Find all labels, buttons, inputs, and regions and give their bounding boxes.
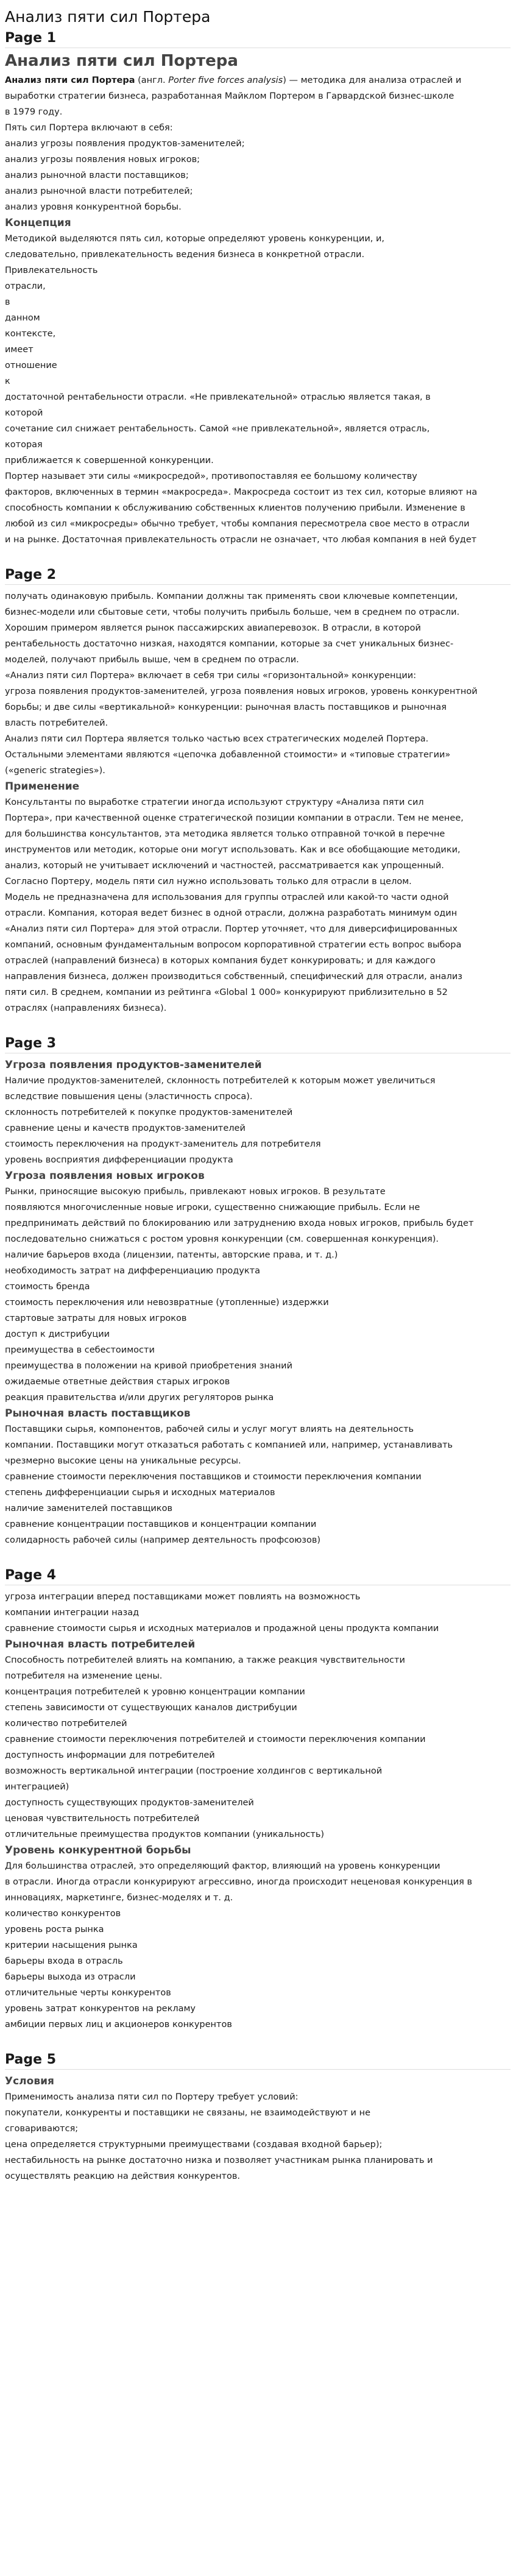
text-line: предпринимать действий по блокированию или затруднению входа новых игроков, прибыль будет	[5, 1219, 474, 1228]
page-gap	[5, 1548, 511, 1566]
text-line: Поставщики сырья, компонентов, рабочей силы и услуг могут влиять на деятельность	[5, 1424, 414, 1434]
text-line: инструментов или методик, которые они могут использовать. Как и все обобщающие методики,	[5, 845, 461, 855]
text-line: «Анализ пяти сил Портера» для этой отрасли. Портер уточняет, что для диверсифицированных	[5, 924, 458, 934]
page-label: Page 4	[5, 1568, 57, 1583]
page	[5, 1566, 511, 2033]
text-line: получать одинаковую прибыль. Компании должны так применять свои ключевые компетенции,	[5, 592, 458, 601]
text-line: стоимость переключения на продукт-заменитель для потребителя	[5, 1139, 321, 1149]
text-line: отличительные черты конкурентов	[5, 1988, 171, 1998]
text-line: способность компании к обслуживанию собственных клиентов получению прибыли. Изменение в	[5, 503, 465, 513]
text-line: инновациях, маркетинге, бизнес-моделях и т. д.	[5, 1893, 233, 1903]
text-line: власть потребителей.	[5, 718, 108, 728]
page-lines	[5, 88, 511, 548]
text-line: которая	[5, 440, 43, 450]
text-line: доступ к дистрибуции	[5, 1329, 110, 1339]
text-line: Рынки, приносящие высокую прибыль, привлекают новых игроков. В результате	[5, 1187, 386, 1197]
text-line: амбиции первых лиц и акционеров конкурентов	[5, 2020, 232, 2029]
text-line: доступность информации для потребителей	[5, 1750, 215, 1760]
section-heading: Условия	[5, 2075, 54, 2087]
text-line: уровень роста рынка	[5, 1925, 104, 1934]
text-line: в отрасли. Иногда отрасли конкурируют агрессивно, иногда происходит неценовая конкуренция в	[5, 1877, 473, 1887]
text-line: концентрация потребителей к уровню концентрации компании	[5, 1687, 305, 1697]
page-lines	[5, 1589, 511, 2033]
page-lines	[5, 1057, 511, 1548]
text-line: сравнение стоимости сырья и исходных материалов и продажной цены продукта компании	[5, 1624, 439, 1633]
text-line: угроза интеграции вперед поставщиками может повлиять на возможность	[5, 1592, 361, 1602]
page-label: Page 3	[5, 1036, 57, 1051]
text-line: отраслях (направлениях бизнеса).	[5, 1003, 167, 1013]
text-line: анализ уровня конкурентной борьбы.	[5, 202, 182, 212]
intro-post: ) — методика для анализа отраслей и	[283, 76, 462, 85]
text-line: Согласно Портеру, модель пяти сил нужно использовать только для отрасли в целом.	[5, 877, 412, 886]
text-line: сравнение стоимости переключения потребителей и стоимости переключения компании	[5, 1735, 426, 1744]
page-label: Page 1	[5, 30, 57, 46]
page	[5, 566, 511, 1016]
text-line: отрасли,	[5, 281, 46, 291]
page	[5, 29, 511, 548]
text-line: Наличие продуктов-заменителей, склонность потребителей к которым может увеличиться	[5, 1076, 436, 1086]
text-line: «Анализ пяти сил Портера» включает в себя три силы «горизонтальной» конкуренции:	[5, 671, 417, 681]
page	[5, 1035, 511, 1548]
text-line: анализ рыночной власти потребителей;	[5, 186, 193, 196]
text-line: анализ угрозы появления новых игроков;	[5, 155, 200, 165]
text-line: степень дифференциации сырья и исходных материалов	[5, 1488, 275, 1498]
text-line: угроза появления продуктов-заменителей, угроза появления новых игроков, уровень конкурентной	[5, 687, 478, 696]
text-line: уровень затрат конкурентов на рекламу	[5, 2004, 196, 2014]
text-line: сочетание сил снижает рентабельность. Самой «не привлекательной», является отрасль,	[5, 424, 430, 434]
text-line: осуществлять реакцию на действия конкурентов.	[5, 2171, 241, 2181]
text-line: компаний, основным фундаментальным вопросом корпоративной стратегии есть вопрос выбора	[5, 940, 462, 950]
text-line: в 1979 году.	[5, 107, 63, 117]
text-line: стоимость переключения или невозвратные (утопленные) издержки	[5, 1298, 329, 1307]
text-line: покупатели, конкуренты и поставщики не связаны, не взаимодействуют и не	[5, 2108, 370, 2118]
page-divider	[5, 584, 511, 585]
text-line: к	[5, 377, 10, 386]
text-line: барьеры выхода из отрасли	[5, 1972, 136, 1982]
text-line: необходимость затрат на дифференциацию продукта	[5, 1266, 260, 1276]
text-line: анализ рыночной власти поставщиков;	[5, 171, 189, 180]
text-line: направления бизнеса, должен производиться собственный, специфический для отрасли, анализ	[5, 972, 462, 982]
text-line: сравнение стоимости переключения поставщиков и стоимости переключения компании	[5, 1472, 422, 1482]
text-line: реакция правительства и/или других регуляторов рынка	[5, 1393, 274, 1403]
text-line: стартовые затраты для новых игроков	[5, 1314, 187, 1323]
text-line: склонность потребителей к покупке продуктов-заменителей	[5, 1108, 293, 1117]
text-line: («generic strategies»).	[5, 766, 105, 776]
text-line: отличительные преимущества продуктов компании (уникальность)	[5, 1830, 325, 1839]
text-line: количество потребителей	[5, 1719, 127, 1729]
text-line: Привлекательность	[5, 266, 98, 275]
page-divider	[5, 2069, 511, 2070]
text-line: ценовая чувствительность потребителей	[5, 1814, 200, 1824]
intro-term: Анализ пяти сил Портера	[5, 76, 135, 85]
page-label: Page 2	[5, 567, 57, 582]
page	[5, 2051, 511, 2184]
text-line: наличие заменителей поставщиков	[5, 1504, 172, 1513]
document	[5, 0, 511, 2184]
text-line: стоимость бренда	[5, 1282, 90, 1292]
text-line: степень зависимости от существующих каналов дистрибуции	[5, 1703, 297, 1713]
section-heading: Уровень конкурентной борьбы	[5, 1844, 191, 1856]
text-line: анализ, который не учитывает исключений и частностей, рассматривается как упрощенный.	[5, 861, 444, 871]
section-heading: Рыночная власть поставщиков	[5, 1407, 191, 1420]
text-line: выработки стратегии бизнеса, разработанная Майклом Портером в Гарвардской бизнес-школе	[5, 91, 454, 101]
text-line: которой	[5, 408, 43, 418]
text-line: борьбы; и две силы «вертикальной» конкуренции: рыночная власть поставщиков и рыночная	[5, 702, 447, 712]
text-line: компании. Поставщики могут отказаться работать с компанией или, например, устанавливать	[5, 1440, 453, 1450]
text-line: солидарность рабочей силы (например деятельность профсоюзов)	[5, 1535, 321, 1545]
text-line: приближается к совершенной конкуренции.	[5, 456, 214, 465]
text-line: Консультанты по выработке стратегии иногда используют структуру «Анализа пяти сил	[5, 798, 424, 807]
page-gap	[5, 1016, 511, 1035]
section-heading: Концепция	[5, 217, 71, 229]
text-line: последовательно снижаться с ростом уровня конкуренции (см. совершенная конкуренция).	[5, 1234, 439, 1244]
article-title: Анализ пяти сил Портера	[5, 52, 238, 70]
intro-line	[5, 73, 511, 88]
text-line: Портер называет эти силы «микросредой», противопоставляя ее большому количеству	[5, 472, 417, 481]
text-line: отношение	[5, 361, 57, 370]
text-line: пяти сил. В среднем, компании из рейтинга «Global 1 000» конкурируют приблизительно в 52	[5, 988, 448, 997]
page-gap	[5, 548, 511, 566]
text-line: наличие барьеров входа (лицензии, патенты, авторские права, и т. д.)	[5, 1250, 338, 1260]
page-lines	[5, 2073, 511, 2184]
text-line: сравнение цены и качеств продуктов-заменителей	[5, 1123, 246, 1133]
page-lines	[5, 589, 511, 1016]
text-line: интеграцией)	[5, 1782, 69, 1792]
text-line: преимущества в себестоимости	[5, 1345, 155, 1355]
text-line: Остальными элементами являются «цепочка добавленной стоимости» и «типовые стратегии»	[5, 750, 451, 760]
text-line: компании интеграции назад	[5, 1608, 140, 1618]
intro-pre: (англ.	[135, 76, 169, 85]
text-line: моделей, получают прибыль выше, чем в среднем по отрасли.	[5, 655, 299, 665]
text-line: нестабильность на рынке достаточно низка и позволяет участникам рынка планировать и	[5, 2156, 433, 2165]
text-line: критерии насыщения рынка	[5, 1941, 138, 1950]
document-title: Анализ пяти сил Портера	[5, 8, 211, 26]
text-line: Способность потребителей влиять на компанию, а также реакция чувствительности	[5, 1655, 405, 1665]
text-line: достаточной рентабельности отрасли. «Не привлекательной» отраслью является такая, в	[5, 392, 431, 402]
text-line: количество конкурентов	[5, 1909, 121, 1919]
page-label: Page 5	[5, 2052, 57, 2067]
text-line: Хорошим примером является рынок пассажирских авиаперевозок. В отрасли, в которой	[5, 623, 421, 633]
text-line: Анализ пяти сил Портера является только частью всех стратегических моделей Портера.	[5, 734, 429, 744]
section-heading: Угроза появления новых игроков	[5, 1170, 205, 1182]
text-line: для большинства консультантов, эта методика является только отправной точкой в перечне	[5, 829, 445, 839]
text-line: уровень восприятия дифференциации продукта	[5, 1155, 233, 1165]
text-line: появляются многочисленные новые игроки, существенно снижающие прибыль. Если не	[5, 1203, 420, 1212]
text-line: имеет	[5, 345, 34, 355]
text-line: отрасли. Компания, которая ведет бизнес в одной отрасли, должна разработать минимум один	[5, 908, 458, 918]
text-line: барьеры входа в отрасль	[5, 1956, 123, 1966]
text-line: любой из сил «микросреды» обычно требует, чтобы компания пересмотрела свое место в отрасли	[5, 519, 470, 529]
text-line: контексте,	[5, 329, 56, 339]
text-line: цена определяется структурными преимуществами (создавая входной барьер);	[5, 2140, 383, 2150]
text-line: рентабельность достаточно низкая, находятся компании, которые за счет уникальных бизнес-	[5, 639, 454, 649]
text-line: и на рынке. Достаточная привлекательность отрасли не означает, что любая компания в ней будет	[5, 535, 477, 545]
text-line: следовательно, привлекательность ведения бизнеса в конкретной отрасли.	[5, 250, 365, 260]
text-line: Методикой выделяются пять сил, которые определяют уровень конкуренции, и,	[5, 234, 385, 244]
text-line: потребителя на изменение цены.	[5, 1671, 163, 1681]
text-line: возможность вертикальной интеграции (построение холдингов с вертикальной	[5, 1766, 383, 1776]
text-line: анализ угрозы появления продуктов-заменителей;	[5, 139, 245, 149]
text-line: сговариваются;	[5, 2124, 79, 2134]
text-line: бизнес-модели или сбытовые сети, чтобы получить прибыль больше, чем в среднем по отрасли.	[5, 607, 460, 617]
text-line: Пять сил Портера включают в себя:	[5, 123, 173, 133]
text-line: чрезмерно высокие цены на уникальные ресурсы.	[5, 1456, 241, 1466]
intro-english: Porter five forces analysis	[168, 76, 283, 85]
text-line: Применимость анализа пяти сил по Портеру требует условий:	[5, 2092, 299, 2102]
text-line: в	[5, 297, 10, 307]
section-heading: Рыночная власть потребителей	[5, 1638, 196, 1651]
text-line: Портера», при качественной оценке стратегической позиции компании в отрасли. Тем не менее,	[5, 813, 464, 823]
text-line: ожидаемые ответные действия старых игроков	[5, 1377, 230, 1387]
text-line: Модель не предназначена для использования для группы отраслей или какой-то части одной	[5, 893, 449, 902]
section-heading: Угроза появления продуктов-заменителей	[5, 1059, 262, 1071]
text-line: данном	[5, 313, 40, 323]
page-gap	[5, 2033, 511, 2051]
text-line: факторов, включенных в термин «макросреда». Макросреда состоит из тех сил, которые влияют на	[5, 487, 478, 497]
text-line: вследствие повышения цены (эластичность спроса).	[5, 1092, 253, 1102]
section-heading: Применение	[5, 780, 80, 793]
text-line: доступность существующих продуктов-заменителей	[5, 1798, 254, 1808]
text-line: сравнение концентрации поставщиков и концентрации компании	[5, 1520, 317, 1529]
text-line: отраслей (направлений бизнеса) в которых компания будет конкурировать; и для каждого	[5, 956, 436, 966]
text-line: Для большинства отраслей, это определяющий фактор, влияющий на уровень конкуренции	[5, 1861, 440, 1871]
text-line: преимущества в положении на кривой приобретения знаний	[5, 1361, 293, 1371]
